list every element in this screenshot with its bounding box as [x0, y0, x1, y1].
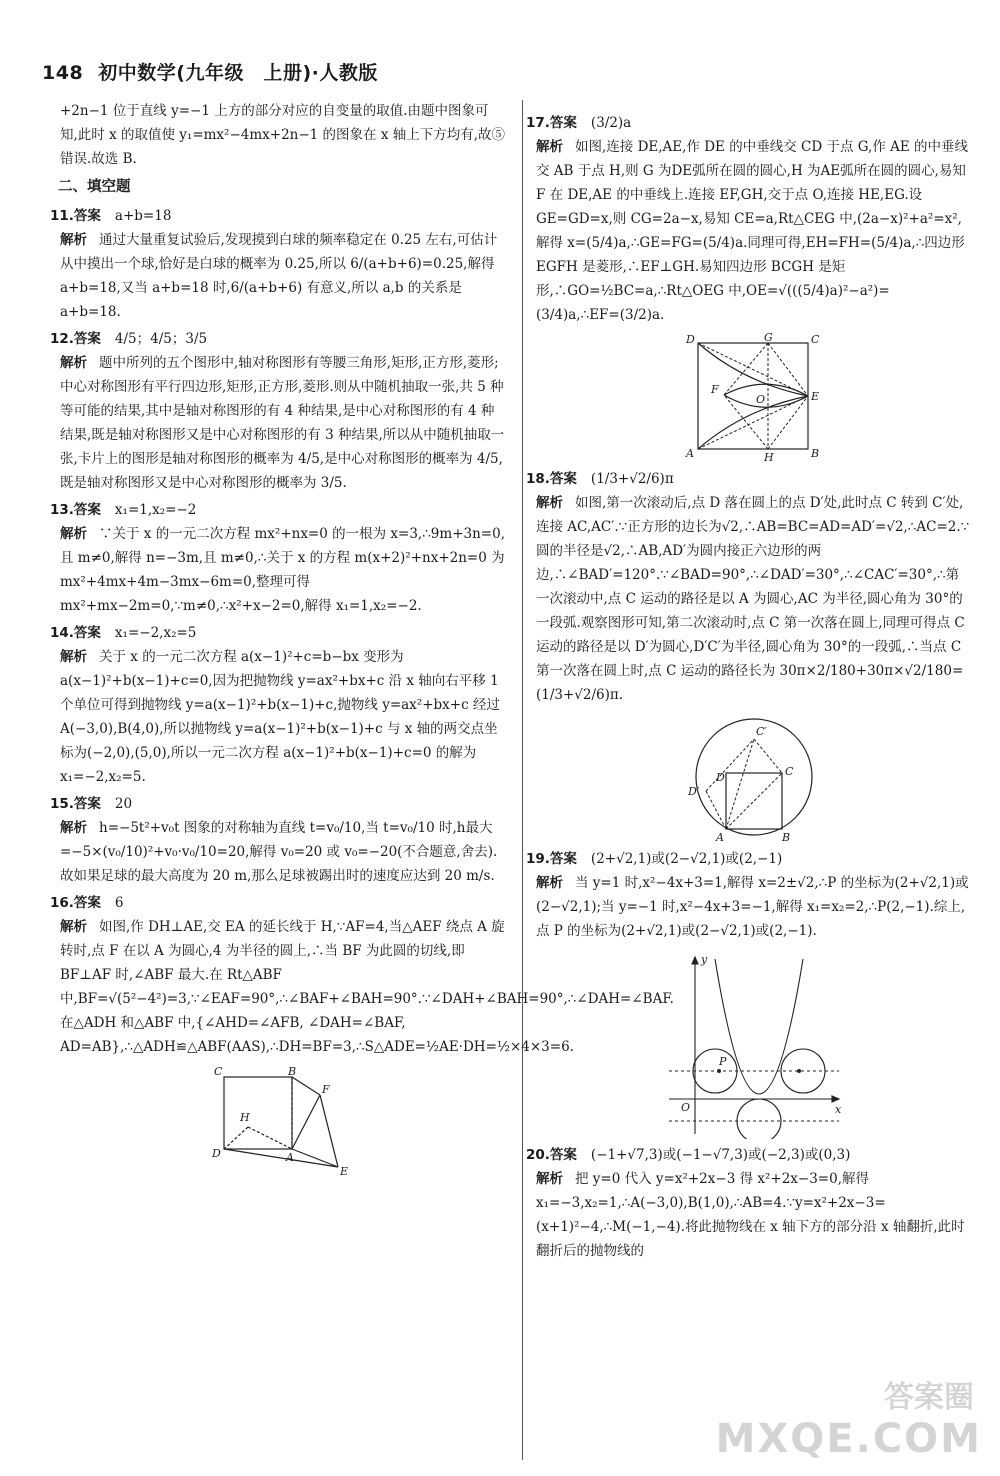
label-C: C: [785, 765, 794, 779]
explanation: 解析 ∵关于 x 的一元二次方程 mx²+nx=0 的一根为 x=3,∴9m+3n=0,且 m≠0,解得 n=−3m,且 m≠0,∴关于 x 的方程 m(x+2)²+nx+2n=0 为 mx²+4mx+4m−3mx−6m=0,整理可得 mx²+mx−2m=0,∵m≠0,∴x²+x−2=0,解得 x₁=1,x₂=−2.: [60, 526, 505, 615]
answer-line: 11.答案 a+b=18: [50, 207, 172, 224]
label-B: B: [811, 447, 820, 461]
label-G: G: [764, 333, 773, 345]
explanation: 解析 题中所列的五个图形中,轴对称图形有等腰三角形,矩形,正方形,菱形;中心对称图形有平行四边形,矩形,正方形,菱形.则从中随机抽取一张,共 5 种等可能的结果,其中是轴对称图形的有 4 种结果,是中心对称图形的有 4 种结果,既是轴对称图形又是中心对称图形的有 3 种结果,所以从中随机抽取一张,卡片上的图形是轴对称图形的概率为 4/5,是中心对称图形的概率为 4/5,既是轴对称图形又是中心对称图形的概率为 3/5.: [60, 354, 505, 492]
answer-line: 13.答案 x₁=1,x₂=−2: [50, 502, 197, 519]
explanation: 解析 把 y=0 代入 y=x²+2x−3 得 x²+2x−3=0,解得 x₁=−3,x₂=1,∴A(−3,0),B(1,0),∴AB=4.∵y=x²+2x−3=(x+1)²−4,∴M(−1,−4).将此抛物线在 x 轴下方的部分沿 x 轴翻折,此时翻折后的抛物线的: [536, 1171, 965, 1260]
label-D: D: [212, 1147, 221, 1161]
book-title: 初中数学(九年级 上册)·人教版: [98, 62, 378, 84]
label-B: B: [288, 1065, 297, 1079]
problem-19: [526, 847, 972, 943]
label-B: B: [782, 831, 791, 844]
figure-19: [659, 949, 849, 1139]
problem-13: [50, 498, 506, 618]
explanation: 解析 如图,连接 DE,AE,作 DE 的中垂线交 CD 于点 G,作 AE 的中垂线交 AB 于点 H,则 G 为DE弧所在圆的圆心,H 为AE弧所在圆的圆心,易知 F 在 DE,AE 的中垂线上.连接 EF,GH,交于点 O,连接 HE,EG.设 GE=GD=x,则 CG=2a−x,易知 CE=a,Rt△CEG 中,(2a−x)²+a²=x²,解得 x=(5/4)a,∴GE=FG=(5/4)a.同理可得,EH=FH=(5/4)a,∴四边形 EGFH 是菱形,∴EF⊥GH.易知四边形 BCGH 是矩形,∴GO=½BC=a,∴Rt△OEG 中,OE=√(((5/4)a)²−a²)=(3/4)a,∴EF=(3/2)a.: [536, 139, 969, 324]
explanation: 解析 如图,第一次滚动后,点 D 落在圆上的点 D′处,此时点 C 转到 C′处,连接 AC,AC′.∵正方形的边长为√2,∴AB=BC=AD=AD′=√2,∴AC=2.∵圆的半径是√2,∴AB,AD′为圆内接正六边形的两边,∴∠BAD′=120°.∵∠BAD=90°,∴∠DAD′=30°,∴∠CAC′=30°,∴第一次滚动中,点 C 运动的路径是以 A 为圆心,AC 为半径,圆心角为 30°的一段弧.观察图形可知,第二次滚动时,点 C 第一次落在圆上,同理可得点 C 运动的路径是以 D′为圆心,D′C′为半径,圆心角为 30°的一段弧,∴当点 C 第一次落在圆上时,点 C 运动的路径长为 30π×2/180+30π×√2/180=(1/3+√2/6)π.: [536, 495, 970, 704]
problem-15: [50, 792, 506, 888]
label-A: A: [286, 1151, 294, 1165]
label-A: A: [686, 447, 694, 461]
watermark-cn: 答案圈: [884, 1380, 974, 1415]
problem-12: [50, 327, 506, 495]
label-O: O: [756, 393, 766, 407]
label-C: C: [811, 333, 820, 347]
answer-line: 12.答案 4/5；4/5；3/5: [50, 330, 208, 347]
answer-line: 14.答案 x₁=−2,x₂=5: [50, 625, 197, 642]
intro-text: +2n−1 位于直线 y=−1 上方的部分对应的自变量的取值.由题中图象可知,此时 x 的取值使 y₁=mx²−4mx+2n−1 的图象在 x 轴上下方均有,故⑤错误.故选 B.: [60, 103, 506, 168]
figure-16: [208, 1065, 358, 1177]
label-Dp: D′: [688, 785, 700, 799]
section-title: 二、填空题: [58, 179, 131, 196]
label-x: x: [835, 1103, 842, 1117]
problem-18: [526, 467, 972, 707]
label-D: D: [686, 333, 695, 347]
answer-line: 16.答案 6: [50, 895, 124, 912]
label-F: F: [322, 1083, 330, 1097]
label-A: A: [716, 831, 724, 844]
problem-17: [526, 111, 972, 327]
explanation: 解析 h=−5t²+v₀t 图象的对称轴为直线 t=v₀/10,当 t=v₀/10 时,h最大=−5×(v₀/10)²+v₀·v₀/10=20,解得 v₀=20 或 v₀=−20(不合题意,舍去).故如果足球的最大高度为 20 m,那么足球被踢出时的速度应达到 20 m/s.: [60, 820, 498, 885]
label-D: D: [716, 771, 725, 785]
right-column: [526, 108, 972, 1263]
figure-17: [684, 333, 824, 463]
label-F: F: [711, 383, 719, 397]
problem-11: [50, 204, 506, 324]
label-E: E: [811, 390, 820, 404]
explanation: 解析 当 y=1 时,x²−4x+3=1,解得 x=2±√2,∴P 的坐标为(2+√2,1)或(2−√2,1);当 y=−1 时,x²−4x+3=−1,解得 x₁=x₂=2,∴P(2,−1).综上,点 P 的坐标为(2+√2,1)或(2−√2,1)或(2,−1).: [536, 875, 969, 940]
answer-line: 19.答案 (2+√2,1)或(2−√2,1)或(2,−1): [526, 851, 783, 868]
watermark-en: MXQE.COM: [715, 1416, 982, 1462]
answer-line: 18.答案 (1/3+√2/6)π: [526, 471, 674, 488]
label-P: P: [719, 1055, 727, 1069]
column-divider: [522, 100, 523, 1460]
label-Cp: C′: [756, 725, 767, 739]
label-C: C: [214, 1065, 223, 1079]
problem-14: [50, 621, 506, 789]
label-H: H: [240, 1111, 250, 1125]
page-number: 148: [42, 62, 84, 84]
answer-line: 15.答案 20: [50, 796, 133, 813]
figure-18: [684, 713, 824, 843]
label-y: y: [701, 953, 708, 967]
answer-line: 20.答案 (−1+√7,3)或(−1−√7,3)或(−2,3)或(0,3): [526, 1147, 851, 1164]
problem-20: [526, 1143, 972, 1263]
problem-16: [50, 891, 674, 1059]
label-E: E: [340, 1165, 349, 1178]
answer-line: 17.答案 (3/2)a: [526, 115, 632, 131]
explanation: 解析 如图,作 DH⊥AE,交 EA 的延长线于 H,∵AF=4,当△AEF 绕点 A 旋转时,点 F 在以 A 为圆心,4 为半径的圆上,∴当 BF 为此圆的切线,即 BF⊥AF 时,∠ABF 最大.在 Rt△ABF 中,BF=√(5²−4²)=3,∵∠EAF=90°,∴∠BAF+∠BAH=90°.∵∠DAH+∠BAH=90°,∴∠DAH=∠BAF.在△ADH 和△ABF 中,{∠AHD=∠AFB, ∠DAH=∠BAF, AD=AB},∴△ADH≌△ABF(AAS),∴DH=BF=3,∴S△ADE=½AE·DH=½×4×3=6.: [60, 919, 674, 1056]
explanation: 解析 关于 x 的一元二次方程 a(x−1)²+c=b−bx 变形为 a(x−1)²+b(x−1)+c=0,因为把抛物线 y=ax²+bx+c 沿 x 轴向右平移 1 个单位可得到抛物线 y=a(x−1)²+b(x−1)+c,抛物线 y=ax²+bx+c 经过 A(−3,0),B(4,0),所以抛物线 y=a(x−1)²+b(x−1)+c 与 x 轴的两交点坐标为(−2,0),(5,0),所以一元二次方程 a(x−1)²+b(x−1)+c=0 的解为 x₁=−2,x₂=5.: [60, 649, 500, 786]
label-O: O: [681, 1101, 691, 1115]
explanation: 解析 通过大量重复试验后,发现摸到白球的频率稳定在 0.25 左右,可估计从中摸出一个球,恰好是白球的概率为 0.25,所以 6/(a+b+6)=0.25,解得 a+b=18,又当 a+b=18 时,6/(a+b+6) 有意义,所以 a,b 的关系是 a+b=18.: [60, 231, 498, 320]
page-header: [42, 58, 378, 85]
label-H: H: [764, 451, 774, 464]
